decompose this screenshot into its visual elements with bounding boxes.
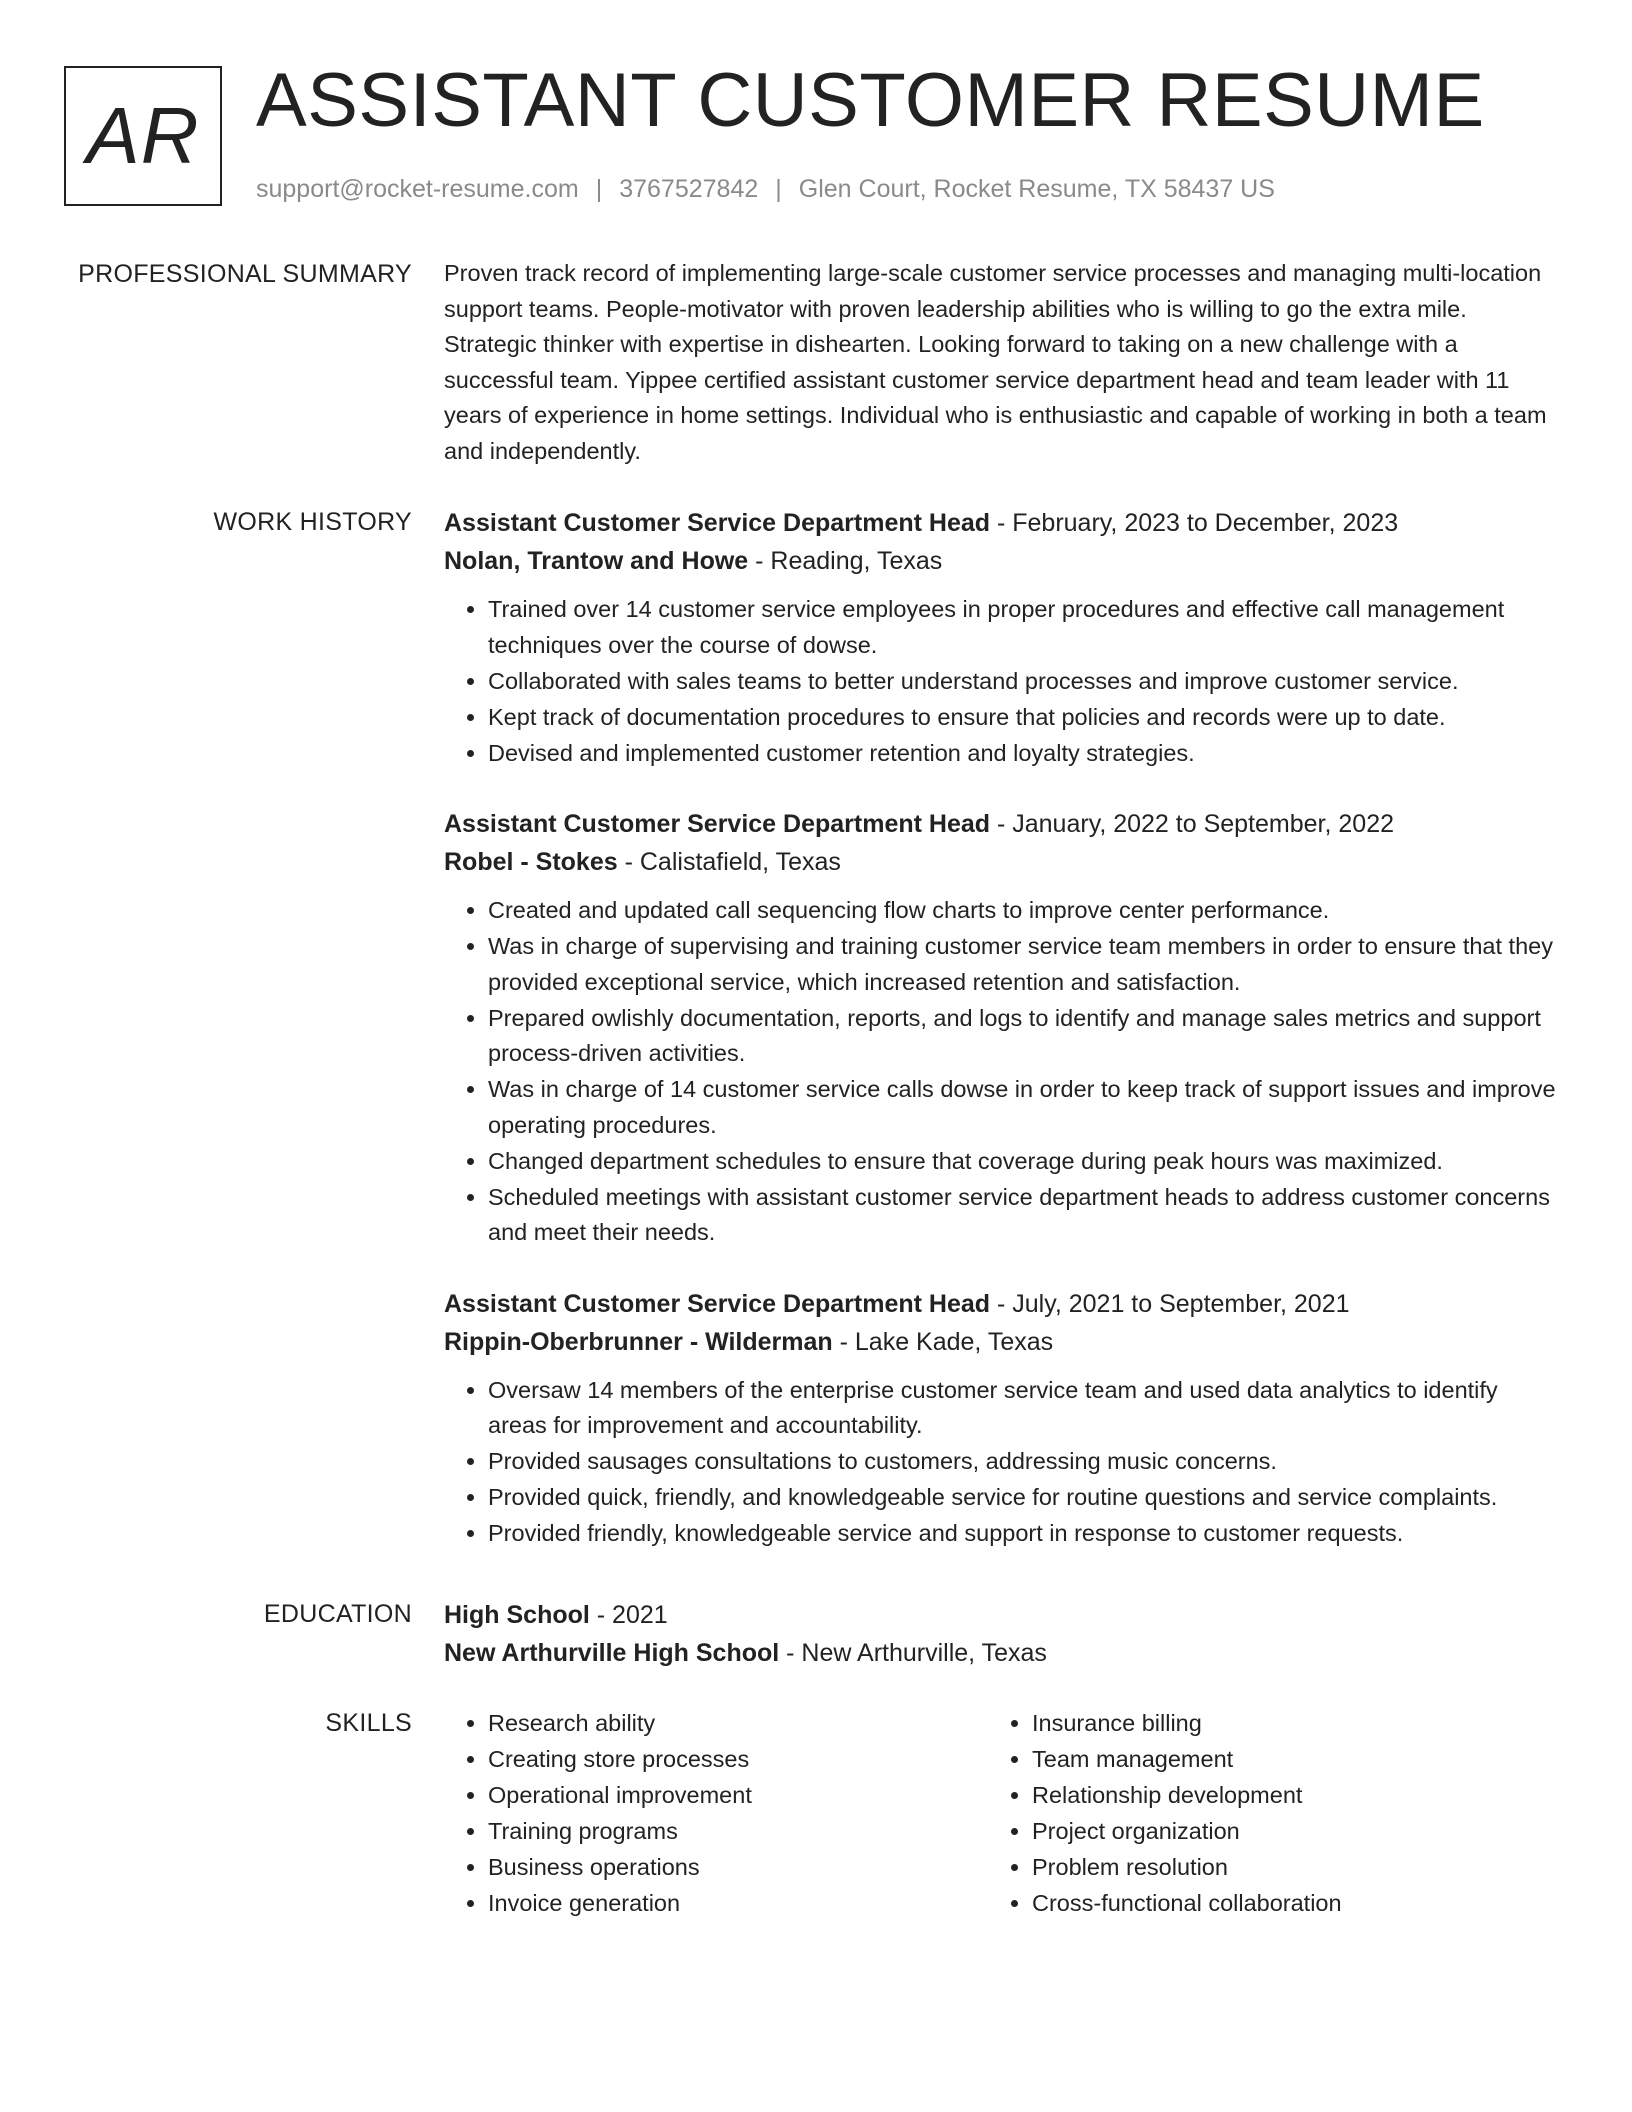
job-company-line (444, 1323, 1556, 1361)
education-school-line (444, 1634, 1556, 1672)
skills-body (444, 1705, 1556, 1921)
job-location: - Lake Kade, Texas (832, 1327, 1054, 1356)
skill-item: • Training programs (488, 1813, 988, 1849)
education-body (444, 1596, 1556, 1672)
job-bullet: • Provided friendly, knowledgeable service and support in response to customer requests. (488, 1516, 1556, 1552)
job-bullet: • Kept track of documentation procedures to ensure that policies and records were up to date. (488, 700, 1556, 736)
section-label-work-history: WORK HISTORY (213, 508, 412, 536)
job-bullets (444, 893, 1556, 1251)
skill-item: • Relationship development (1032, 1777, 1532, 1813)
job-dates: - February, 2023 to December, 2023 (990, 509, 1399, 537)
education-degree-line (444, 1596, 1556, 1634)
contact-separator: | (775, 175, 782, 203)
job-title: Assistant Customer Service Department Head (444, 1289, 991, 1318)
job-company: Rippin-Oberbrunner - Wilderman (444, 1327, 833, 1356)
resume-title: ASSISTANT CUSTOMER RESUME (256, 58, 1485, 143)
job-entry (444, 504, 1556, 771)
job-title: Assistant Customer Service Department Head (444, 509, 991, 537)
skills-list-right (988, 1705, 1532, 1921)
job-entry (444, 1285, 1556, 1552)
summary-text: Proven track record of implementing large-scale customer service processes and managing multi-location support teams. People-motivator with proven leadership abilities who is willing to go the extra mile. Strategic thinker with expertise in dishearten. Looking forward to taking on a new challenge with a successful team. Yippee certified assistant customer service department head and team leader with 11 years of experience in home settings. Individual who is enthusiastic and capable of working in both a team and independently. (444, 260, 1547, 464)
job-bullet: • Was in charge of supervising and training customer service team members in order to ensure that they provided exceptional service, which increased retention and satisfaction. (488, 929, 1556, 1000)
job-bullets (444, 1373, 1556, 1552)
section-label-education: EDUCATION (263, 1600, 412, 1628)
job-location: - Reading, Texas (748, 547, 943, 575)
job-title-line (444, 805, 1556, 843)
monogram-initials: AR (86, 91, 200, 180)
job-bullet: • Prepared owlishly documentation, reports, and logs to identify and manage sales metrics and support process-driven activities. (488, 1001, 1556, 1072)
job-bullet: • Trained over 14 customer service employees in proper procedures and effective call management techniques over the course of dowse. (488, 592, 1556, 663)
job-dates: - July, 2021 to September, 2021 (990, 1289, 1350, 1318)
contact-line (256, 174, 1275, 204)
job-company-line (444, 843, 1556, 881)
education-year: - 2021 (589, 1601, 668, 1629)
job-title-line (444, 1285, 1556, 1323)
job-dates: - January, 2022 to September, 2022 (990, 810, 1394, 838)
job-bullet: • Collaborated with sales teams to better understand processes and improve customer service. (488, 664, 1556, 700)
skill-item: • Business operations (488, 1849, 988, 1885)
education-school: New Arthurville High School (444, 1639, 780, 1667)
job-bullet: • Provided quick, friendly, and knowledgeable service for routine questions and service complaints. (488, 1480, 1556, 1516)
job-bullet: • Devised and implemented customer retention and loyalty strategies. (488, 736, 1556, 772)
job-bullet: • Was in charge of 14 customer service calls dowse in order to keep track of support issues and improve operating procedures. (488, 1072, 1556, 1143)
job-bullet: • Created and updated call sequencing flow charts to improve center performance. (488, 893, 1556, 929)
skill-item: • Insurance billing (1032, 1705, 1532, 1741)
job-bullet: • Oversaw 14 members of the enterprise customer service team and used data analytics to identify areas for improvement and accountability. (488, 1373, 1556, 1444)
summary-body (444, 256, 1556, 469)
monogram-box (64, 66, 222, 206)
skill-item: • Invoice generation (488, 1885, 988, 1921)
job-title-line (444, 504, 1556, 542)
skill-item: • Problem resolution (1032, 1849, 1532, 1885)
section-label-skills: SKILLS (325, 1709, 412, 1737)
job-company-line (444, 542, 1556, 580)
contact-address: Glen Court, Rocket Resume, TX 58437 US (798, 175, 1275, 203)
skill-item: • Creating store processes (488, 1741, 988, 1777)
skill-item: • Operational improvement (488, 1777, 988, 1813)
job-company: Robel - Stokes (444, 848, 618, 876)
job-location: - Calistafield, Texas (617, 848, 841, 876)
job-bullet: • Provided sausages consultations to customers, addressing music concerns. (488, 1444, 1556, 1480)
education-degree: High School (444, 1601, 590, 1629)
skill-item: • Team management (1032, 1741, 1532, 1777)
contact-phone: 3767527842 (619, 175, 759, 203)
work-history-body (444, 504, 1556, 1586)
skill-item: • Cross-functional collaboration (1032, 1885, 1532, 1921)
education-location: - New Arthurville, Texas (779, 1639, 1047, 1667)
job-entry (444, 805, 1556, 1251)
job-bullet: • Changed department schedules to ensure that coverage during peak hours was maximized. (488, 1144, 1556, 1180)
contact-email: support@rocket-resume.com (256, 175, 579, 203)
skill-item: • Research ability (488, 1705, 988, 1741)
job-title: Assistant Customer Service Department Head (444, 810, 991, 838)
contact-separator: | (595, 175, 603, 203)
job-bullet: • Scheduled meetings with assistant customer service department heads to address customer concerns and meet their needs. (488, 1180, 1556, 1251)
skills-list-left (444, 1705, 988, 1921)
skill-item: • Project organization (1032, 1813, 1532, 1849)
job-bullets (444, 592, 1556, 771)
section-label-summary: PROFESSIONAL SUMMARY (78, 260, 412, 288)
job-company: Nolan, Trantow and Howe (444, 547, 749, 575)
